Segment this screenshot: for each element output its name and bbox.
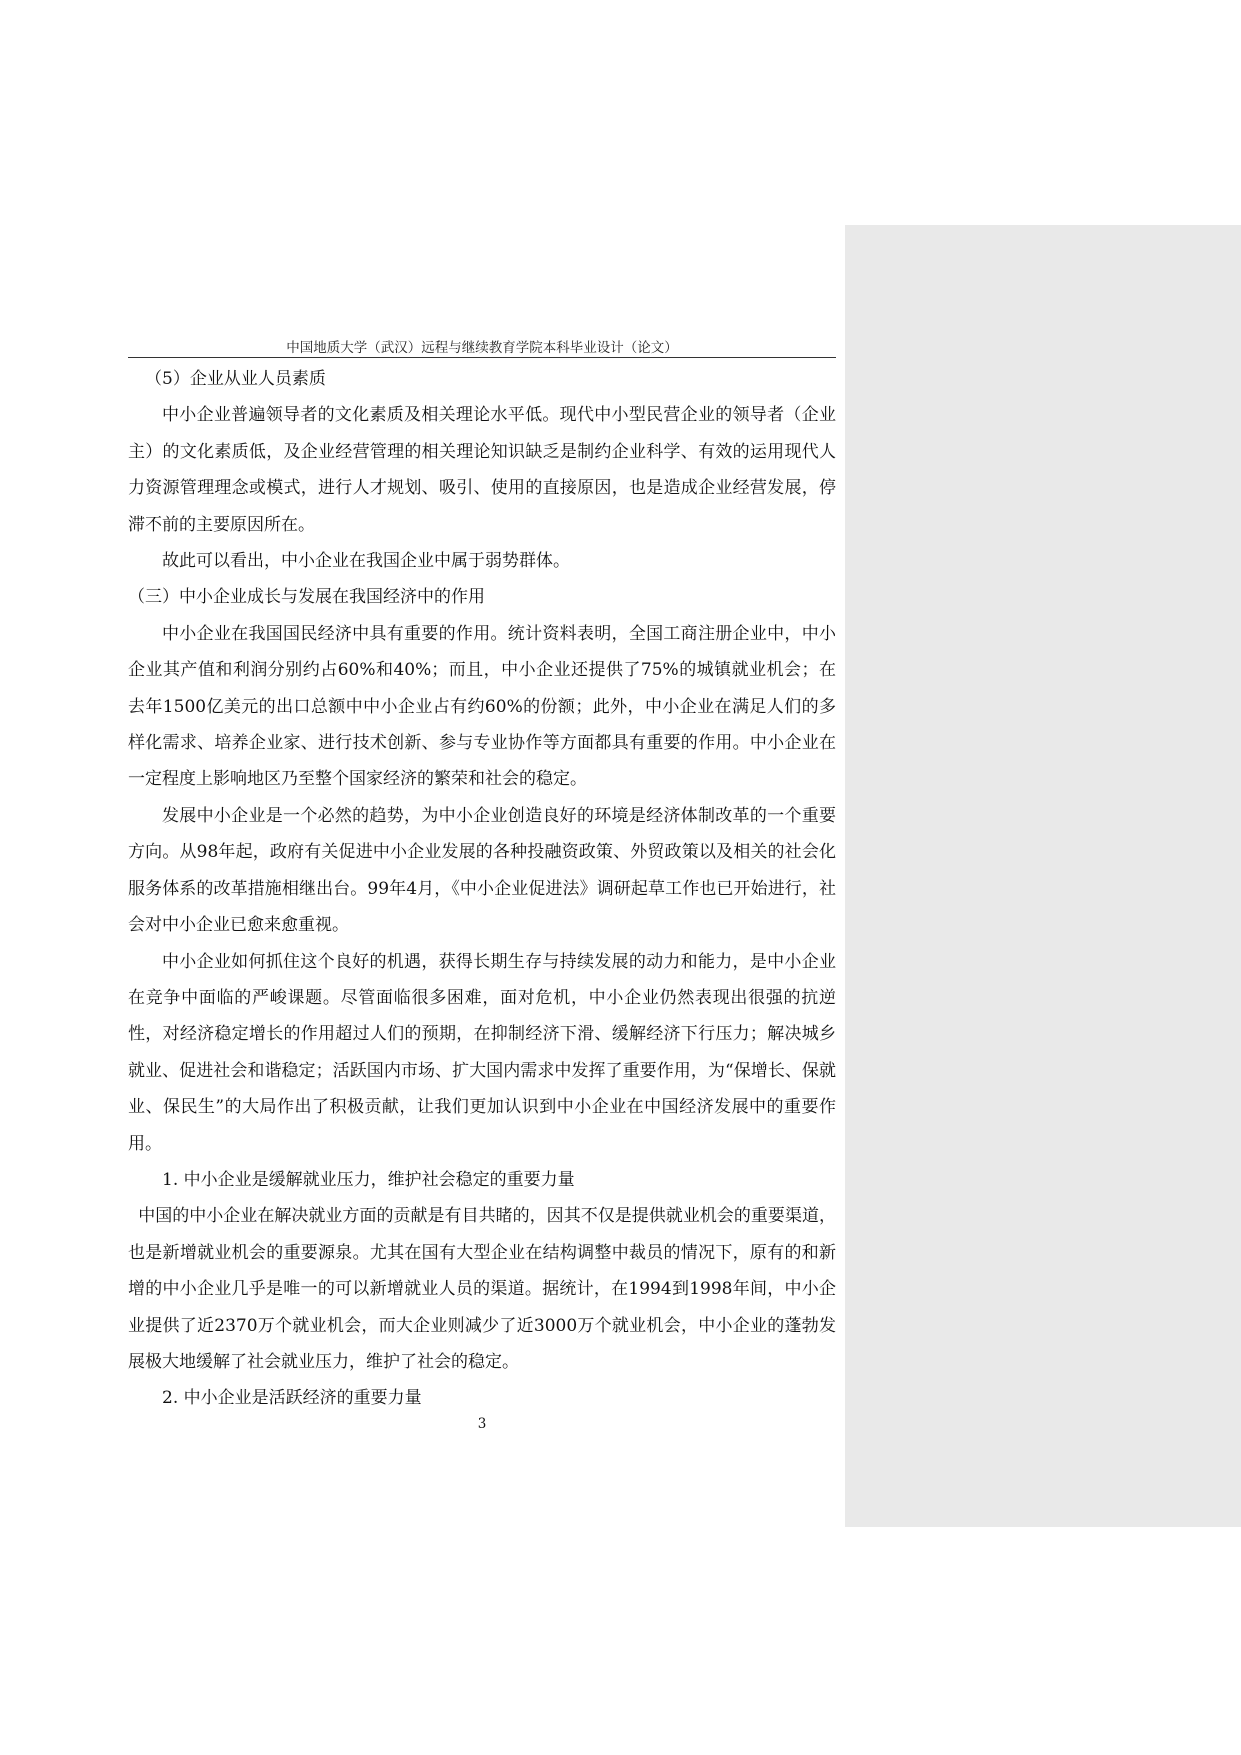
- body-paragraph: 发展中小企业是一个必然的趋势，为中小企业创造良好的环境是经济体制改革的一个重要方向。从98年起，政府有关促进中小企业发展的各种投融资政策、外贸政策以及相关的社会化服务体系的改革措施相继出台。99年4月，《中小企业促进法》调研起草工作也已开始进行，社会对中小企业已愈来愈重视。: [128, 805, 836, 936]
- body-paragraph: 中小企业在我国国民经济中具有重要的作用。统计资料表明，全国工商注册企业中，中小企业其产值和利润分别约占60%和40%；而且，中小企业还提供了75%的城镇就业机会；在去年1500亿美元的出口总额中中小企业占有约60%的份额；此外，中小企业在满足人们的多样化需求、培养企业家、进行技术创新、参与专业协作等方面都具有重要的作用。中小企业在一定程度上影响地区乃至整个国家经济的繁荣和社会的稳定。: [128, 623, 836, 790]
- subsection-heading: 2. 中小企业是活跃经济的重要力量: [162, 1388, 422, 1409]
- section-heading: （三）中小企业成长与发展在我国经济中的作用: [128, 587, 485, 608]
- subsection-heading: （5）企业从业人员素质: [145, 369, 326, 389]
- body-paragraph: 中小企业如何抓住这个良好的机遇，获得长期生存与持续发展的动力和能力，是中小企业在竞争中面临的严峻课题。尽管面临很多困难，面对危机，中小企业仍然表现出很强的抗逆性，对经济稳定增长的作用超过人们的预期，在抑制经济下滑、缓解经济下行压力；解决城乡就业、促进社会和谐稳定；活跃国内市场、扩大国内需求中发挥了重要作用，为“保增长、保就业、保民生”的大局作出了积极贡献，让我们更加认识到中小企业在中国经济发展中的重要作用。: [128, 951, 836, 1154]
- comment-margin-pane: [845, 225, 1241, 1527]
- body-paragraph: 故此可以看出，中小企业在我国企业中属于弱势群体。: [162, 551, 570, 572]
- page-number: 3: [477, 1416, 487, 1432]
- subsection-heading: 1. 中小企业是缓解就业压力，维护社会稳定的重要力量: [162, 1169, 575, 1190]
- page-header: 中国地质大学（武汉）远程与继续教育学院本科毕业设计（论文）: [286, 340, 678, 356]
- body-paragraph: 中小企业普遍领导者的文化素质及相关理论水平低。现代中小型民营企业的领导者（企业主）的文化素质低，及企业经营管理的相关理论知识缺乏是制约企业科学、有效的运用现代人力资源管理理念或模式，进行人才规划、吸引、使用的直接原因，也是造成企业经营发展，停滞不前的主要原因所在。: [128, 405, 836, 535]
- body-paragraph: 中国的中小企业在解决就业方面的贡献是有目共睹的，因其不仅是提供就业机会的重要渠道，也是新增就业机会的重要源泉。尤其在国有大型企业在结构调整中裁员的情况下，原有的和新增的中小企业几乎是唯一的可以新增就业人员的渠道。据统计，在1994到1998年间，中小企业提供了近2370万个就业机会，而大企业则减少了近3000万个就业机会，中小企业的蓬勃发展极大地缓解了社会就业压力，维护了社会的稳定。: [128, 1206, 836, 1372]
- header-divider: [128, 357, 836, 358]
- document-body: [128, 361, 836, 1417]
